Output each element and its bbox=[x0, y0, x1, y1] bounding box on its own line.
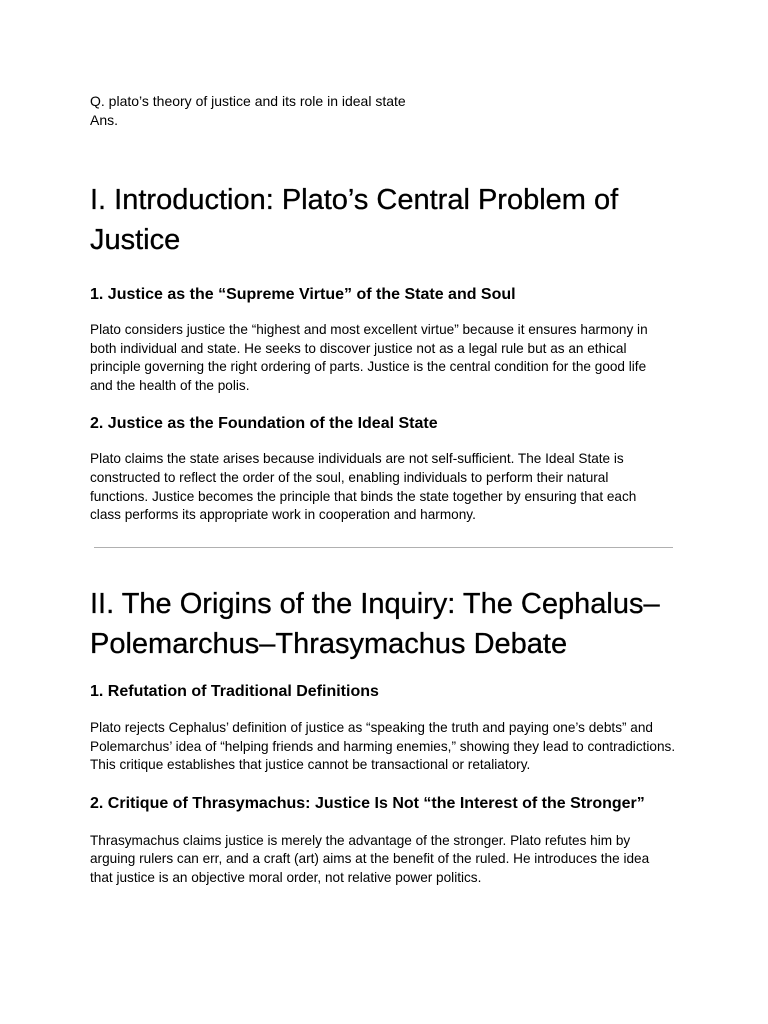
paragraph: Thrasymachus claims justice is merely the advantage of the stronger. Plato refutes him by arguing rulers can err, and a craft (art) aims at the benefit of the ruled. He introduces the idea that justice is an objective moral order, not relative power politics. bbox=[90, 832, 650, 885]
section-heading: II. The Origins of the Inquiry: The Cephalus–Polemarchus–Thrasymachus Debate bbox=[90, 588, 660, 660]
section-divider bbox=[94, 547, 673, 548]
paragraph: Plato considers justice the “highest and most excellent virtue” because it ensures harmony in both individual and state. He seeks to discover justice not as a legal rule but as an ethical principle governing the right ordering of parts. Justice is the central condition for the good life and the health of the polis. bbox=[90, 322, 648, 393]
subsection-heading: 1. Refutation of Traditional Definitions bbox=[90, 683, 379, 700]
subsection-heading: 1. Justice as the “Supreme Virtue” of the State and Soul bbox=[90, 286, 516, 303]
paragraph: Plato rejects Cephalus’ definition of justice as “speaking the truth and paying one’s debts” and Polemarchus’ idea of “helping friends and harming enemies,” showing they lead to contradictions. This critique establishes that justice cannot be transactional or retaliatory. bbox=[90, 720, 676, 773]
section-heading: I. Introduction: Plato’s Central Problem of Justice bbox=[90, 184, 619, 256]
answer-label: Ans. bbox=[90, 112, 119, 128]
subsection-heading: 2. Critique of Thrasymachus: Justice Is Not “the Interest of the Stronger” bbox=[90, 794, 645, 812]
section-introduction bbox=[90, 180, 680, 525]
paragraph: Plato claims the state arises because individuals are not self-sufficient. The Ideal State is constructed to reflect the order of the soul, enabling individuals to perform their natural functions. Justice becomes the principle that binds the state together by ensuring that each class performs its appropriate work in cooperation and harmony. bbox=[90, 451, 637, 523]
document-page-continued bbox=[90, 584, 680, 888]
section-origins bbox=[90, 584, 680, 888]
question-text: Q. plato’s theory of justice and its role in ideal state bbox=[90, 93, 406, 109]
document-page bbox=[90, 92, 680, 525]
subsection-heading: 2. Justice as the Foundation of the Ideal State bbox=[90, 415, 438, 433]
